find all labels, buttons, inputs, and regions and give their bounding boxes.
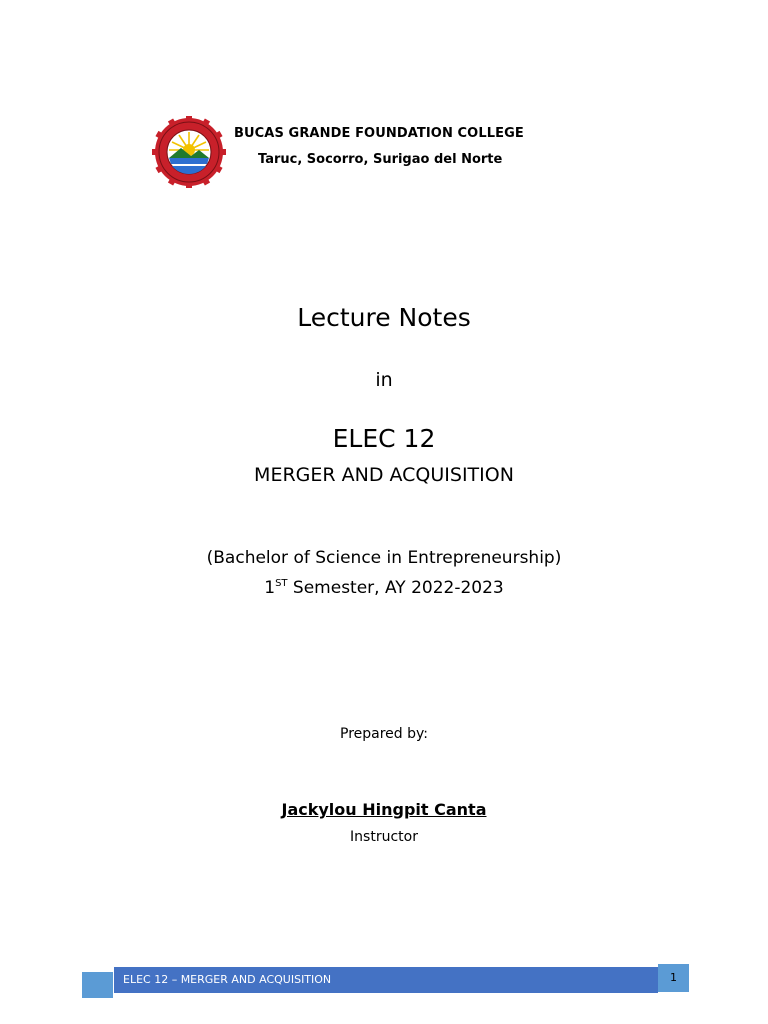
author-role: Instructor	[350, 829, 418, 845]
institution-address: Taruc, Socorro, Surigao del Norte	[258, 152, 503, 167]
course-title: MERGER AND ACQUISITION	[254, 464, 514, 486]
semester-line	[0, 578, 768, 598]
semester-academic-year: Semester, AY 2022-2023	[287, 578, 504, 598]
footer-running-title: ELEC 12 – MERGER AND ACQUISITION	[123, 973, 332, 986]
college-seal-icon	[148, 116, 230, 188]
institution-name: BUCAS GRANDE FOUNDATION COLLEGE	[234, 126, 524, 141]
course-code: ELEC 12	[332, 424, 436, 453]
page-number: 1	[670, 971, 677, 984]
author-name: Jackylou Hingpit Canta	[281, 800, 487, 819]
page-number-box	[658, 964, 689, 992]
title-connector: in	[375, 369, 393, 391]
footer-bar	[114, 967, 658, 993]
semester-ordinal: 1	[264, 578, 276, 598]
semester-ordinal-suffix: ST	[275, 578, 288, 589]
document-title: Lecture Notes	[297, 303, 471, 332]
footer-accent-square	[82, 972, 113, 998]
prepared-by-label: Prepared by:	[340, 726, 428, 742]
program-name: (Bachelor of Science in Entrepreneurship)	[206, 548, 562, 568]
